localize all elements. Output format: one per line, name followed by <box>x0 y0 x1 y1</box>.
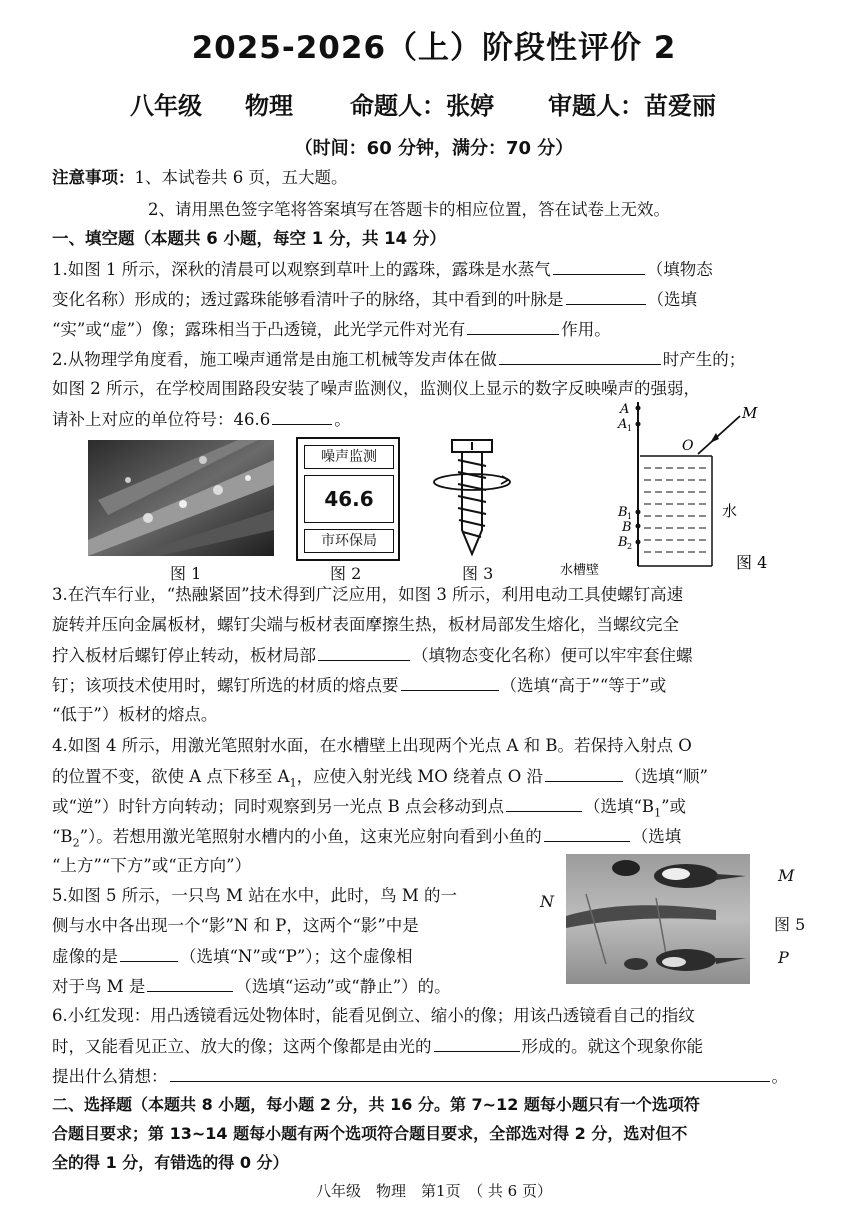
q3-blank-1 <box>318 642 410 661</box>
q3-line-3: 拧入板材后螺钉停止转动，板材局部 （填物态变化名称）便可以牢牢套住螺 <box>52 642 693 669</box>
q3-line-1: 3.在汽车行业，“热融紧固”技术得到广泛应用，如图 3 所示，利用电动工具使螺钉高速 <box>52 585 684 604</box>
q3-blank-2 <box>401 672 499 691</box>
figure-3-caption: 图 3 <box>462 564 494 583</box>
q1-blank-1 <box>553 256 645 275</box>
q2-blank-2 <box>272 406 332 425</box>
label-B2-sub: 2 <box>627 542 633 551</box>
figure-5-caption: 图 5 <box>774 915 806 934</box>
figure-3-screw <box>430 438 516 562</box>
figure-5-label-M: M <box>778 866 795 885</box>
figure-5-bird-photo <box>566 854 750 984</box>
q5-line-4: 对于鸟 M 是 （选填“运动”或“静止”）的。 <box>52 973 451 1000</box>
q4-blank-3 <box>544 823 630 842</box>
label-A1-sub: 1 <box>627 424 633 433</box>
q5-line-1: 5.如图 5 所示，一只鸟 M 站在水中，此时，鸟 M 的一 <box>52 886 457 905</box>
figure-1-caption: 图 1 <box>170 564 202 583</box>
monitor-display-value: 46.6 <box>304 475 394 523</box>
exam-subtitle <box>0 86 868 126</box>
q2-blank-1 <box>499 346 661 365</box>
author-label: 命题人：张婷 <box>350 92 494 120</box>
q2-line-1: 2.从物理学角度看，施工噪声通常是由施工机械等发声体在做 时产生的； <box>52 346 745 373</box>
q6-line-3: 提出什么猜想： 。 <box>52 1063 788 1090</box>
notes-item-2: 2、请用黑色签字笔将答案填写在答题卡的相应位置，答在试卷上无效。 <box>148 200 670 219</box>
time-info: （时间：60 分钟，满分：70 分） <box>294 138 574 159</box>
q5-blank-2 <box>147 973 233 992</box>
figure-5-label-P: P <box>778 948 789 967</box>
figure-4-caption: 图 4 <box>736 553 768 572</box>
section2-line-1: 二、选择题（本题共 8 小题，每小题 2 分，共 16 分。第 7~12 题每小题只有一个选项符 <box>52 1095 700 1114</box>
label-A: A <box>620 402 630 417</box>
figure-5-label-N: N <box>540 892 554 911</box>
q6-line-1: 6.小红发现：用凸透镜看远处物体时，能看见倒立、缩小的像；用该凸透镜看自己的指纹 <box>52 1006 695 1025</box>
q5-line-3: 虚像的是 （选填“N”或“P”）；这个虚像相 <box>52 943 413 970</box>
monitor-bottom-label: 市环保局 <box>304 529 394 553</box>
q3-line-5: “低于”）板材的熔点。 <box>52 705 218 724</box>
q2-line-3: 请补上对应的单位符号：46.6 。 <box>52 406 351 433</box>
exam-title: 2025-2026（上）阶段性评价 2 <box>191 30 677 66</box>
notes-label: 注意事项： <box>52 168 135 187</box>
q1-blank-3 <box>467 316 559 335</box>
q6-blank-1 <box>434 1033 520 1052</box>
figure-2-caption: 图 2 <box>330 564 362 583</box>
label-B2: B <box>618 535 628 550</box>
monitor-top-label: 噪声监测 <box>304 445 394 469</box>
q4-line-3: 或“逆”）时针方向转动；同时观察到另一光点 B 点会移动到点 （选填“$B_1$”或 <box>52 793 686 826</box>
section2-line-3: 全的得 1 分，有错选的得 0 分） <box>52 1153 289 1172</box>
label-M: M <box>742 404 758 422</box>
label-B1: B <box>618 505 628 520</box>
q6-blank-2 <box>170 1063 770 1082</box>
q1-blank-2 <box>566 286 646 305</box>
q1-line-2: 变化名称）形成的；透过露珠能够看清叶子的脉络，其中看到的叶脉是 （选填 <box>52 286 697 313</box>
label-water: 水 <box>722 502 738 520</box>
figure-4-water-tank <box>560 396 800 580</box>
label-A1: A <box>618 417 628 432</box>
grade-label: 八年级 <box>130 92 202 120</box>
q6-line-2: 时，又能看见正立、放大的像；这两个像都是由光的 形成的。就这个现象你能 <box>52 1033 703 1060</box>
subject-label: 物理 <box>245 92 293 120</box>
reviewer-label: 审题人：苗爱丽 <box>548 92 716 120</box>
q5-line-2: 侧与水中各出现一个“影”N 和 P，这两个“影”中是 <box>52 916 419 935</box>
notes-item-1: 1、本试卷共 6 页，五大题。 <box>134 168 348 187</box>
label-O: O <box>682 438 694 454</box>
q4-line-1: 4.如图 4 所示，用激光笔照射水面，在水槽壁上出现两个光点 A 和 B。若保持入射点 O <box>52 736 692 755</box>
q1-line-3: “实”或“虚”）像；露珠相当于凸透镜，此光学元件对光有 作用。 <box>52 316 611 343</box>
q2-line-2: 如图 2 所示，在学校周围路段安装了噪声监测仪，监测仪上显示的数字反映噪声的强弱， <box>52 379 700 398</box>
label-B1-sub: 1 <box>627 512 633 521</box>
q3-line-4: 钉；该项技术使用时，螺钉所选的材质的熔点要 （选填“高于”“等于”或 <box>52 672 666 699</box>
q3-line-2: 旋转并压向金属板材，螺钉尖端与板材表面摩擦生热，板材局部发生熔化，当螺纹完全 <box>52 615 679 634</box>
q5-blank-1 <box>120 943 178 962</box>
notes-line-1 <box>52 165 348 191</box>
figure-1-dew-photo <box>88 440 274 556</box>
q4-line-5: “上方”“下方”或“正方向”） <box>52 856 252 875</box>
q4-blank-2 <box>506 793 582 812</box>
section2-line-2: 合题目要求；第 13~14 题每小题有两个选项符合题目要求，全部选对得 2 分，选对但不 <box>52 1124 688 1143</box>
q1-line-1: 1.如图 1 所示，深秋的清晨可以观察到草叶上的露珠，露珠是水蒸气 （填物态 <box>52 256 713 283</box>
q4-line-2: 的位置不变，欲使 A 点下移至 $A_1$，应使入射光线 MO 绕着点 O 沿 （选填“顺” <box>52 763 708 796</box>
section1-heading: 一、填空题（本题共 6 小题，每空 1 分，共 14 分） <box>52 229 446 248</box>
figure-2-noise-monitor <box>296 437 400 561</box>
q4-blank-1 <box>545 763 623 782</box>
label-B: B <box>622 520 632 535</box>
page-footer: 八年级 物理 第1页 （ 共 6 页） <box>316 1182 552 1200</box>
label-tank-wall: 水槽壁 <box>560 563 600 578</box>
q4-line-4: “$B_2$”）。若想用激光笔照射水槽内的小鱼，这束光应射向看到小鱼的 （选填 <box>52 823 681 856</box>
